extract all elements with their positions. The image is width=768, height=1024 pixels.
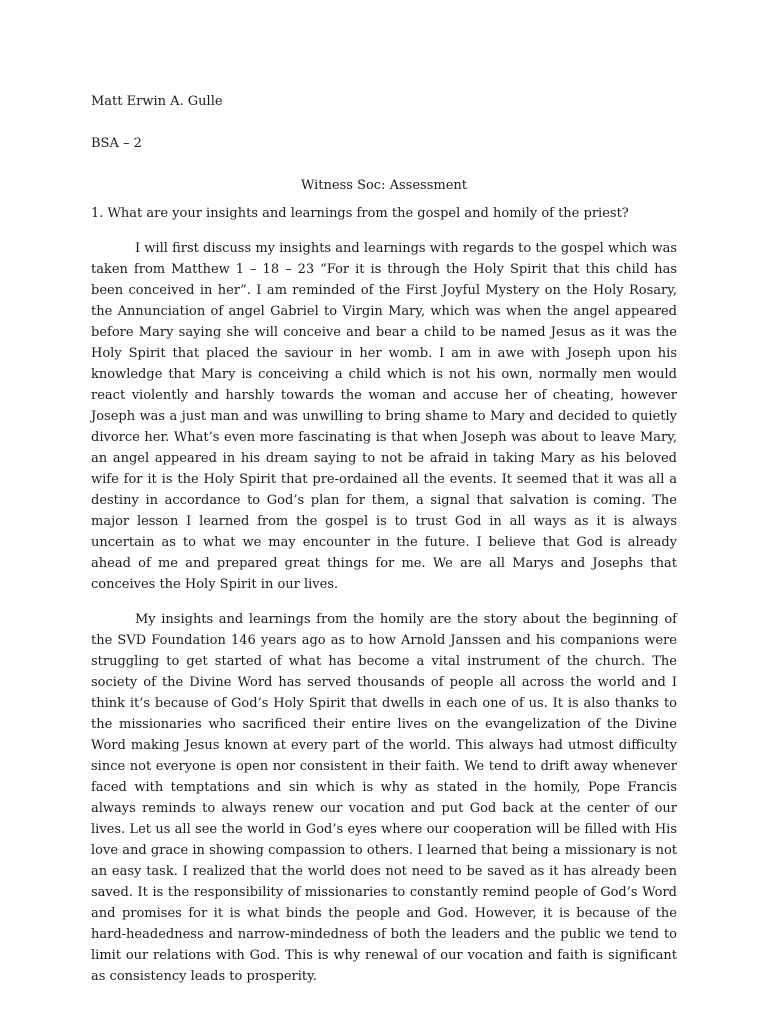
paragraph-homily: My insights and learnings from the homily are the story about the beginning of the SVD Foundation 146 years ago as to how Arnold Janssen and his companions were struggling to get started of what has become a vital instrument of the church. The society of the Divine Word has served thousands of people all across the world and I think it’s because of God’s Holy Spirit that dwells in each one of us. It is also thanks to the missionaries who sacrificed their entire lives on the evangelization of the Divine Word making Jesus known at every part of the world. This always had utmost difficulty since not everyone is open nor consistent in their faith. We tend to drift away whenever faced with temptations and sin which is why as stated in the homily, Pope Francis always reminds to always renew our vocation and put God back at the center of our lives. Let us all see the world in God’s eyes where our cooperation will be filled with His love and grace in showing compassion to others. I learned that being a missionary is not an easy task. I realized that the world does not need to be saved as it has already been saved. It is the responsibility of missionaries to constantly remind people of God’s Word and promises for it is what binds the people and God. However, it is because of the hard-headedness and narrow-mindedness of both the leaders and the public we tend to limit our relations with God. This is why renewal of our vocation and faith is significant as consistency leads to prosperity. — [91, 612, 677, 984]
question-prompt: 1. What are your insights and learnings from the gospel and homily of the priest? — [91, 206, 629, 221]
course-section: BSA – 2 — [91, 136, 142, 151]
document-body — [91, 91, 677, 1001]
paragraph-gospel: I will first discuss my insights and learnings with regards to the gospel which was taken from Matthew 1 – 18 – 23 “For it is through the Holy Spirit that this child has been conceived in her”. I am reminded of the First Joyful Mystery on the Holy Rosary, the Annunciation of angel Gabriel to Virgin Mary, which was when the angel appeared before Mary saying she will conceive and bear a child to be named Jesus as it was the Holy Spirit that placed the saviour in her womb. I am in awe with Joseph upon his knowledge that Mary is conceiving a child which is not his own, normally men would react violently and harshly towards the woman and accuse her of cheating, however Joseph was a just man and was unwilling to bring shame to Mary and decided to quietly divorce her. What’s even more fascinating is that when Joseph was about to leave Mary, an angel appeared in his dream saying to not be afraid in taking Mary as his beloved wife for it is the Holy Spirit that pre-ordained all the events. It seemed that it was all a destiny in accordance to God’s plan for them, a signal that salvation is coming. The major lesson I learned from the gospel is to trust God in all ways as it is always uncertain as to what we may encounter in the future. I believe that God is already ahead of me and prepared great things for me. We are all Marys and Josephs that conceives the Holy Spirit in our lives. — [91, 241, 677, 592]
document-title: Witness Soc: Assessment — [301, 178, 467, 193]
author-name: Matt Erwin A. Gulle — [91, 94, 223, 109]
